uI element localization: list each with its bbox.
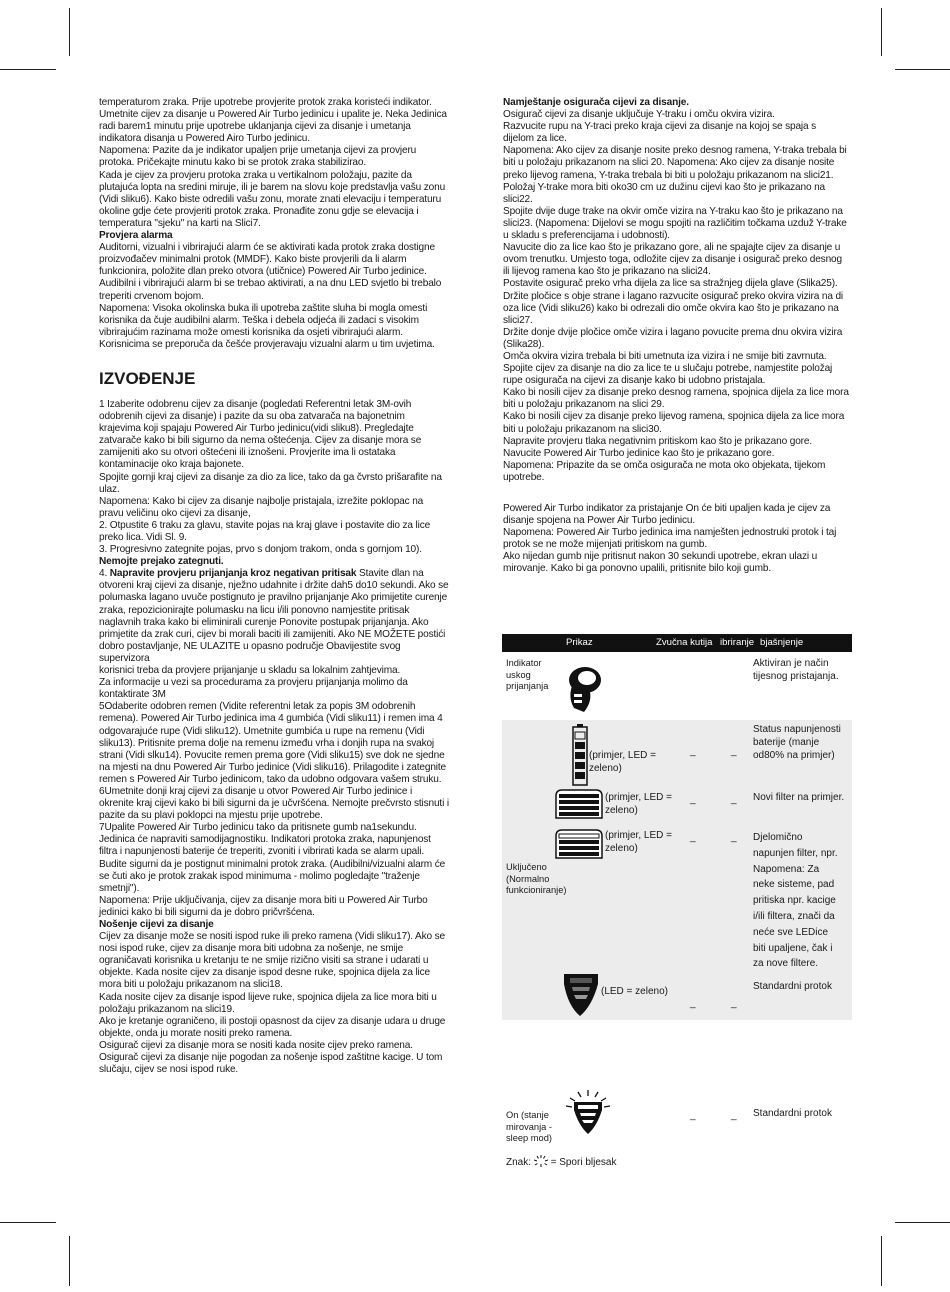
paragraph: Držite donje dvije pločice omče vizira i lagano povucite prema dnu okvira vizira (Slika28). xyxy=(503,326,843,350)
note: Napomena: Powered Air Turbo jedinica ima namješten jednostruki protok i taj protok se ne može mijenjati pritiskom na gumb. xyxy=(503,527,837,551)
indicator-table xyxy=(502,634,852,1156)
sleep-mode-icon xyxy=(564,1090,612,1141)
note: Napomena: Pazite da je indikator upaljen prije umetanja cijevi za provjeru protoka. Pričekajte minutu kako bi se protok zraka stabilizirao. xyxy=(99,145,417,169)
section-heading: Provjera alarma xyxy=(99,230,173,242)
paragraph: Ako nijedan gumb nije pritisnut nakon 30 sekundi upotrebe, ekran ulazi u mirovanje. Kako bi ga ponovno upalili, pritisnite bilo koji gumb. xyxy=(503,551,818,575)
face-mask-icon xyxy=(560,658,604,723)
step-text: Stavite dlan na otvoreni kraj cijevi za disanje, nježno udahnite i držite dah5 do10 sekundi. Ako se polumaska lagano uvuče postignuto je pravilno prijanjanje Ako primijetite curenje zraka, repozicionirajte polumasku na licu i/ili ponovno namjestite pritisak naglavnih traka kako bi eliminirali curenje Ponovite postupak prijanjanja. Ako primjetite da zrak curi, cijev bi morali baciti ili zamijeniti. Ako NE MOŽETE postići dobro postavljanje, NE ULAZITE u opasno područje Obavijestite svog supervizora xyxy=(99,568,449,664)
airflow-icon xyxy=(562,972,600,1023)
table-row xyxy=(502,1020,852,1156)
icon-caption: (primjer, LED = zeleno) xyxy=(605,830,672,854)
row-description: Standardni protok xyxy=(753,981,832,992)
row-label: On (stanje mirovanja - sleep mod) xyxy=(506,1110,552,1143)
note: Napomena: Visoka okolinska buka ili upotreba zaštite sluha bi mogla omesti korisnika da čuje audibilni alarm. Teška i debela odjeća ili zadaci s visokim vibrirajućim razinama može omesti korisnika da osjeti vibrirajući alarm. Korisnicima se preporuča da češće provjeravaju vizualni alarm u tim uvjetima. xyxy=(99,302,435,350)
paragraph: Navucite dio za lice kao što je prikazano gore, ali ne spajajte cijev za disanje u ovom trenutku. Umjesto toga, odložite cijev za disanje i osigurač preko desnog ili lijevog ramena kao što je prikazano na slici24. xyxy=(503,242,842,278)
column-header: ibriranje xyxy=(720,637,755,648)
paragraph: Postavite osigurač preko vrha dijela za lice sa stražnjeg dijela glave (Slika25). Držite pločice s obje strane i lagano razvucite osigurač preko okvira vizira na di oza lice (Vidi sliku26) kako bi odrezali dio omče okvira kao što je prikazano na slici27. xyxy=(503,278,844,326)
paragraph: Kada je cijev za provjeru protoka zraka u vertikalnom položaju, pazite da plutajuća lopta na sredini miruje, ili je barem na slovu koje predstavlja vašu zonu (Vidi sliku6). Kako biste odredili vašu zonu, morate znati elevaciju i temperaturu okoline gdje ćete provjeriti protok zraka. Pronađite zonu gdje se elevacija i temperatura "sjeku" na karti na Slici7. xyxy=(99,169,446,229)
paragraph: Kako bi nosili cijev za disanje preko lijevog ramena, spojnica dijela za lice mora biti u položaju prikazanom na slici30. xyxy=(503,411,845,435)
row-description: Novi filter na primjer. xyxy=(753,792,845,803)
battery-icon xyxy=(572,724,588,791)
right-column xyxy=(503,97,849,576)
paragraph: Osigurač cijevi za disanje mora se nositi kada nosite cijev preko ramena. Osigurač cijevi za disanje nije pogodan za nošenje ispod zaštitne kacige. U tom slučaju, cijev se nosi ispod ruke. xyxy=(99,1039,443,1076)
vibration-cell: _ xyxy=(731,1110,737,1121)
paragraph: Kada nosite cijev za disanje ispod lijeve ruke, spojnica dijela za lice mora biti u položaju prikazanom na slici19. xyxy=(99,991,437,1015)
crop-mark xyxy=(895,69,950,70)
sound-cell: _ xyxy=(690,998,696,1009)
crop-mark xyxy=(881,8,882,56)
sound-cell: _ xyxy=(690,1110,696,1121)
row-description: Standardni protok xyxy=(753,1108,832,1119)
paragraph: Razvucite rupu na Y-traci preko kraja cijevi za disanje na kojoj se spaja s dijelom za lice. xyxy=(503,121,817,145)
icon-caption: (LED = zeleno) xyxy=(601,986,668,997)
paragraph: Za informacije u vezi sa procedurama za provjeru prijanjanja molimo da kontaktirate 3M xyxy=(99,677,408,701)
vibration-cell: _ xyxy=(731,794,737,805)
step-3: 3. Progresivno zategnite pojas, prvo s donjom trakom, onda s gornjom 10). xyxy=(99,544,422,556)
step-7: 7Upalite Powered Air Turbo jedinicu tako da pritisnete gumb na1sekundu. Jedinica će napraviti samodijagnostiku. Indikatori protoka zraka, napunjenost filtra i napunjenosti baterije će treperiti, zvoniti i vibrirati kada se alarm upali. Budite sigurni da je postignut minimalni protok zraka. (Audibilni/vizualni alarm će se čuti ako je protok zrakak ispod minimuma - molimo pogledajte "traženje smetnji"). xyxy=(99,822,446,894)
paragraph: Kako bi nosili cijev za disanje preko desnog ramena, spojnica dijela za lice mora biti u položaju prikazanom na slici 29. xyxy=(503,387,849,411)
paragraph: Omča okvira vizira trebala bi biti umetnuta iza vizira i ne smije biti zavrnuta. xyxy=(503,350,827,362)
legend-text: = Spori bljesak xyxy=(550,1157,617,1168)
warning: Nemojte prejako zategnuti. xyxy=(99,556,224,568)
column-header: bjašnjenje xyxy=(760,637,804,648)
step-1: 1 Izaberite odobrenu cijev za disanje (pogledati Referentni letak 3M-ovih odobrenih cijevi za disanje) i pazite da su oba zatvarača na bajonetnim krajevima koji spajaju Powered Air Turbo jedinicu(vidi sliku8). Pregledajte zatvarače kako bi bili sigurno da nema oštećenja. Cijev za disanje mora se zamijeniti ako su otvori oštećeni ili iznošeni. Provjerite ima li ostataka kontaminacije oko kraja bajonete. xyxy=(99,398,422,471)
crop-mark xyxy=(0,69,56,70)
icon-caption: (primjer, LED = zeleno) xyxy=(589,750,656,774)
sound-cell: _ xyxy=(690,794,696,805)
note: Napomena: Prije uključivanja, cijev za disanje mora biti u Powered Air Turbo jedinici kako bi bili sigurni da je dobro pričvršćena. xyxy=(99,894,428,918)
paragraph: Spojite cijev za disanje na dio za lice te u slučaju potrebe, namjestite položaj rupe osigurača na cijevi za disanje kako bi udobno pristajala. xyxy=(503,363,833,387)
paragraph: Navucite Powered Air Turbo jedinice kao što je prikazano gore. xyxy=(503,447,775,459)
paragraph: Osigurač cijevi za disanje uključuje Y-traku i omču okvira vizira. xyxy=(503,109,775,121)
crop-mark xyxy=(881,1236,882,1286)
paragraph: Položaj Y-trake mora biti oko30 cm uz dužinu cijevi kao što je prikazano na slici22. xyxy=(503,181,826,205)
row-description: Djelomično napunjen filter, npr. Napomena: Za neke sisteme, pad pritiska npr. kacige i/ili filtera, znači da neće sve LEDice biti upaljene, čak i za nove filtere. xyxy=(753,832,838,970)
section-heading: Namještanje osigurača cijevi za disanje. xyxy=(503,97,689,108)
paragraph: korisnici treba da provjere prijanjanje u skladu sa lokalnim zahtjevima. xyxy=(99,665,401,677)
filter-full-icon xyxy=(554,788,604,825)
filter-partial-icon xyxy=(554,828,604,865)
paragraph: temperaturom zraka. Prije upotrebe provjerite protok zraka koristeći indikator. Umetnite cijev za disanje u Powered Air Turbo jedinicu i upalite je. Neka Jedinica radi barem1 minutu prije upotrebe uklanjanja cijevi za disanje i umetanja indikatora disanja u Powered Airo Turbo jedinicu. xyxy=(99,97,447,145)
note: Napomena: Kako bi cijev za disanje najbolje pristajala, izrežite poklopac na pravu veličinu oko cijevi za disanje, xyxy=(99,495,424,519)
icon-caption: (primjer, LED = zeleno) xyxy=(605,792,672,816)
section-heading: Nošenje cijevi za disanje xyxy=(99,919,214,930)
row-description: Aktiviran je način tijesnog pristajanja. xyxy=(753,658,839,682)
paragraph: Ako je kretanje ograničeno, ili postoji opasnost da cijev za disanje udara u druge objekte, onda ju morate nositi preko ramena. xyxy=(99,1015,446,1039)
legend xyxy=(506,1155,616,1170)
crop-mark xyxy=(69,1236,70,1286)
row-label: Indikator uskog prijanjanja xyxy=(506,658,549,691)
step-4 xyxy=(99,568,449,665)
paragraph: Spojite gornji kraj cijevi za disanje za dio za lice, tako da ga čvrsto prišarafite na ulaz. xyxy=(99,471,442,495)
step-6: 6Umetnite donji kraj cijevi za disanje u otvor Powered Air Turbo jedinice i okrenite kraj cijevi kako bi bili sigurni da je učvršćena. Nemojte prečvrsto stisnuti i pazite da su plavi poklopci na mjestu prije upotrebe. xyxy=(99,785,449,822)
sound-cell: _ xyxy=(690,832,696,843)
sound-cell: _ xyxy=(690,746,696,757)
table-row xyxy=(502,652,852,720)
left-column xyxy=(99,97,449,1076)
vibration-cell: _ xyxy=(731,746,737,757)
vibration-cell: _ xyxy=(731,998,737,1009)
paragraph: Powered Air Turbo indikator za pristajanje On će biti upaljen kada je cijev za disanje spojena na Power Air Turbo jedinicu. xyxy=(503,503,831,527)
step-5: 5Odaberite odobren remen (Vidite referentni letak za popis 3M odobrenih remena). Powered Air Turbo jedinica ima 4 gumbića (Vidi sliku11) i remen ima 4 odgovarajuće rupe (Vidi sliku12). Umetnite gumbića u rupe na remenu (Vidi sliku13). Pritisnite prema dolje na remenu između vrha i donjih rupa na svakoj strani (Vidi slku14). Povucite remen prema gore (Vidi sliku15) sve dok ne sjedne na mjesti na dnu Powered Air Turbo jedinice (Vidi sliku16). Prilagodite i zategnite remen s Powered Air Turbo jedinicom, tako da udobno odgovara vašem struku. xyxy=(99,701,447,785)
paragraph: Spojite dvije duge trake na okvir omče vizira na Y-traku kao što je prikazano na slici23. (Napomena: Dijelovi se mogu spojiti na različitim točkama uzduž Y-trake u skladu s preferencijama i udobnosti). xyxy=(503,205,847,242)
crop-mark xyxy=(895,1222,950,1223)
paragraph: Napravite provjeru tlaka negativnim pritiskom kao što je prikazano gore. xyxy=(503,435,812,447)
step-heading: Napravite provjeru prijanjanja kroz negativan pritisak xyxy=(109,568,357,580)
slow-flash-icon xyxy=(534,1155,548,1170)
paragraph: Cijev za disanje može se nositi ispod ruke ili preko ramena (Vidi sliku17). Ako se nosi ispod ruke, cijev za disanje mora biti udobna za nošenje, ne smije ograničavati korisnika u kretanju te ne smije rizično visiti sa strane i udarati u objekte. Kada nosite cijev za disanje ispod desne ruke, spojnica dijela za lice mora biti u položaju prikazanom na slici18. xyxy=(99,931,446,991)
table-row xyxy=(502,720,852,1020)
crop-mark xyxy=(69,8,70,56)
table-header xyxy=(502,634,852,652)
vibration-cell: _ xyxy=(731,832,737,843)
row-description: Status napunjenosti baterije (manje od80% na primjer) xyxy=(753,724,841,761)
page-title: IZVOĐENJE xyxy=(99,368,196,388)
paragraph: Auditorni, vizualni i vibrirajući alarm će se aktivirati kada protok zraka dostigne proizvođačev minimalni protok (MMDF). Kako biste provjerili da li alarm funkcionira, položite dlan preko otvora (utičnice) Powered Air Turbo jedinice. Audibilni i vibrirajući alarm bi se trebao aktivirati, a na dnu LED svjetlo bi trebalo treperiti crvenom bojom. xyxy=(99,242,442,302)
column-header: Zvučna kutija xyxy=(656,637,713,648)
step-2: 2. Otpustite 6 traku za glavu, stavite pojas na kraj glave i postavite dio za lice preko lica. Vidi Sl. 9. xyxy=(99,519,431,543)
crop-mark xyxy=(0,1222,56,1223)
row-label: Uključeno (Normalno funkcioniranje) xyxy=(506,862,567,895)
legend-prefix: Znak: xyxy=(506,1157,532,1168)
note: Napomena: Ako cijev za disanje nosite preko desnog ramena, Y-traka trebala bi biti u položaju prikazanom na slici 20. Napomena: Ako cijev za disanje nosite preko lijevog ramena, Y-traka trebala bi biti u položaju prikazanom na slici21. xyxy=(503,145,847,181)
note: Napomena: Pripazite da se omča osigurača ne mota oko objekata, tijekom upotrebe. xyxy=(503,459,826,483)
column-header: Prikaz xyxy=(566,637,593,648)
step-number: 4. xyxy=(99,568,110,580)
